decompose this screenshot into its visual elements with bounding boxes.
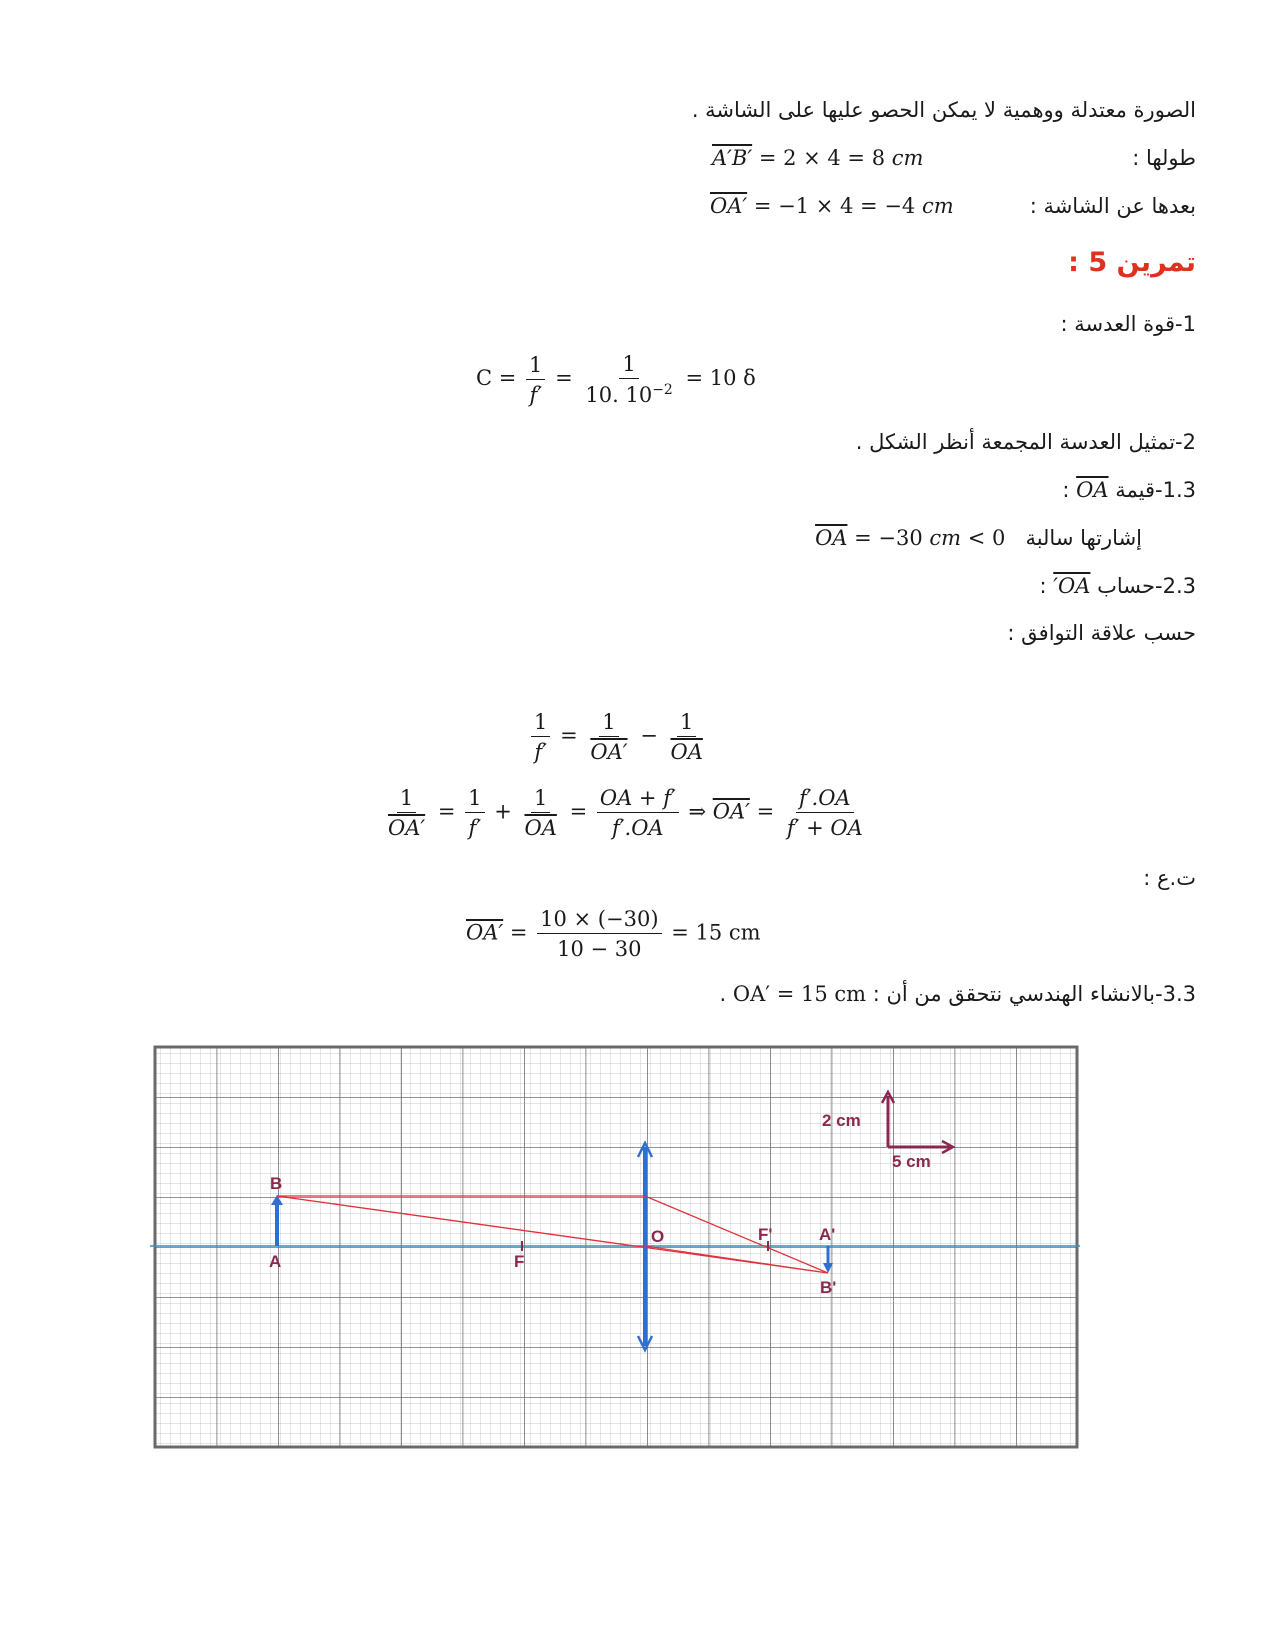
lens-diagram	[150, 1043, 1080, 1453]
image-nature-text: الصورة معتدلة ووهمية لا يمكن الحصو عليها على الشاشة .	[691, 98, 1196, 122]
label-b-prime: B'	[820, 1278, 837, 1297]
scale-vertical-label: 2 cm	[822, 1111, 861, 1130]
question-3-1: 1.3-قيمة OA :	[1062, 478, 1196, 502]
question-3-3: 3.3-بالانشاء الهندسي نتحقق من أن : OA′ = 15 cm .	[719, 982, 1196, 1006]
question-3-2: 2.3-حساب OA′ :	[1039, 574, 1196, 598]
oa-sign-line: إشارتها سالبة $\overline{OA} = -30$ cm < 0	[815, 526, 1142, 550]
conjugation-label: حسب علاقة التوافق :	[1007, 621, 1196, 645]
grid-coarse	[155, 1047, 1077, 1447]
label-a: A	[269, 1252, 282, 1271]
length-label: طولها :	[1132, 146, 1196, 170]
label-a-prime: A'	[819, 1225, 836, 1244]
length-equation: A′B′ = 2 × 4 = 8 cm	[712, 146, 924, 170]
conjugation-equation-1: $\frac{1}{f'}$ = $\frac{1}{OA'}$ − $\frac{1}{OA}$	[528, 710, 709, 764]
conjugation-equation-2: $\frac{1}{OA'}$ = $\frac{1}{f'}$ + $\frac{1}{OA}$ = $\frac{OA + f'}{f'.OA}$ ⇒ OA′ = $\frac{f'.OA}{f' + OA}$	[388, 786, 863, 840]
label-f-prime: F'	[758, 1225, 773, 1244]
label-o: O	[651, 1227, 665, 1246]
question-2: 2-تمثيل العدسة المجمعة أنظر الشكل .	[855, 430, 1196, 454]
power-equation: C = $\frac{1}{f'}$ = $\frac{1}{10. 10^{-2}}$ = 10 δ	[476, 352, 756, 407]
label-b: B	[270, 1174, 283, 1193]
scale-horizontal-label: 5 cm	[892, 1152, 931, 1171]
exercise-title: تمرين 5 :	[1068, 247, 1196, 278]
numeric-label: ت.ع :	[1143, 866, 1196, 890]
label-f: F	[514, 1252, 525, 1271]
distance-equation: OA′ = −1 × 4 = −4 cm	[710, 194, 954, 218]
numeric-equation: OA′ = $\frac{10 \times (-30)}{10 - 30}$ = 15 cm	[466, 907, 761, 961]
question-1: 1-قوة العدسة :	[1060, 312, 1196, 336]
distance-label: بعدها عن الشاشة :	[1029, 194, 1196, 218]
